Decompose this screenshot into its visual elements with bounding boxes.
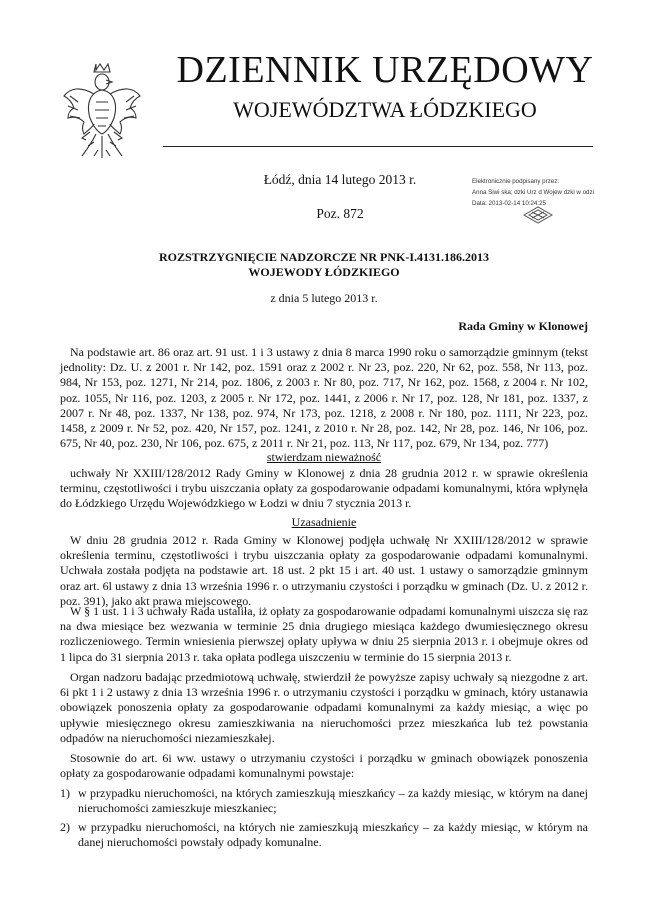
document-date: z dnia 5 lutego 2013 r. [270,291,378,305]
signature-line: Elektronicznie podpisany przez: [472,178,560,185]
legal-basis-paragraph: Na podstawie art. 86 oraz art. 91 ust. 1 i 3 ustawy z dnia 8 marca 1990 roku o samorządzie gminnym (tekst jednolity: Dz. U. z 2001 r. Nr 142, poz. 1591 oraz z 2002 r. Nr 23, poz. 220, Nr 62, poz. 558, Nr 113, poz. 984, Nr 153, poz. 1271, Nr 214, poz. 1806, z 2003 r. Nr 80, poz. 717, Nr 162, poz. 1568, z 2004 r. Nr 102, poz. 1055, Nr 116, poz. 1203, z 2005 r. Nr 172, poz. 1441, z 2006 r. Nr 17, poz. 128, Nr 181, poz. 1337, z 2007 r. Nr 48, poz. 1337, Nr 138, poz. 974, Nr 173, poz. 1218, z 2008 r. Nr 180, poz. 1111, Nr 223, poz. 1458, z 2009 r. Nr 52, poz. 420, Nr 157, poz. 1241, z 2010 r. Nr 28, poz. 142, Nr 28, poz. 146, Nr 106, poz. 675, Nr 40, poz. 230, Nr 106, poz. 675, z 2011 r. Nr 21, poz. 113, Nr 117, poz. 679, Nr 134, poz. 777) [60,345,588,451]
list-item-text: w przypadku nieruchomości, na których nie zamieszkują mieszkańcy – za każdy miesiąc, w którym na danej nieruchomości powstały odpady komunalne. [78,820,588,850]
justification-paragraph: W dniu 28 grudnia 2012 r. Rada Gminy w Klonowej podjęła uchwałę Nr XXIII/128/2012 w sprawie określenia terminu, częstotliwości i trybu uiszczania opłaty za gospodarowanie odpadami komunalnymi. Uchwała została podjęta na podstawie art. 18 ust. 2 pkt 15 i art. 40 ust. 1 ustawy o samorządzie gminnym oraz art. 6l ustawy z dnia 13 września 1996 r. o utrzymaniu czystości i porządku w gminach (Dz. U. z 2012 r. poz. 391), jako akt prawa miejscowego. [60,533,588,608]
heading-uzasadnienie: Uzasadnienie [291,515,357,529]
signature-line: Anna Siwi ska; dzki Urz d Wojew dzki w odzi [472,189,594,196]
document-title-line: WOJEWODY ŁÓDZKIEGO [248,265,400,279]
signature-mark-icon [520,205,556,225]
list-item [60,820,588,850]
journal-subtitle: WOJEWÓDZTWA ŁÓDZKIEGO [233,97,537,122]
signature-line: Data: 2013-02-14 10:24:25 [472,200,546,207]
justification-paragraph: W § 1 ust. 1 i 3 uchwały Rada ustaliła, iż opłaty za gospodarowanie odpadami komunalnymi uiszcza się raz na dwa miesiące bez wezwania w terminie 25 dnia drugiego miesiąca każdego dwumiesięcznego okresu rozliczeniowego. Termin wniesienia pierwszej opłaty upływa w dniu 25 sierpnia 2013 r. i obejmuje okres od 1 lipca do 31 sierpnia 2013 r. taka opłata podlega uiszczeniu w terminie do 15 sierpnia 2013 r. [60,604,588,664]
justification-paragraph: Organ nadzoru badając przedmiotową uchwałę, stwierdził że powyższe zapisy uchwały są niezgodne z art. 6i pkt 1 i 2 ustawy z dnia 13 września 1996 r. o utrzymaniu czystości i porządku w gminach, który ustanawia obowiązek ponoszenia opłaty za gospodarowanie odpadami komunalnymi za każdy miesiąc, a więc po upływie miesięcznego okresu zamieszkiwania na nieruchomości przez mieszkańca lub też powstania odpadów na nieruchomości niezamieszkałej. [60,670,588,745]
list-item-number: 2) [60,820,70,834]
eagle-emblem-icon [60,62,144,160]
list-item-text: w przypadku nieruchomości, na których zamieszkują mieszkańcy – za każdy miesiąc, w którym na danej nieruchomości zamieszkuje mieszkaniec; [78,786,588,816]
position-number: Poz. 872 [316,206,364,221]
list-item-number: 1) [60,786,70,800]
place-date: Łódź, dnia 14 lutego 2013 r. [263,172,417,187]
header-divider [163,146,593,147]
electronic-signature [472,176,642,209]
journal-title: DZIENNIK URZĘDOWY [176,49,594,91]
heading-stwierdzam: stwierdzam nieważność [266,450,382,464]
document-title-line: ROZSTRZYGNIĘCIE NADZORCZE NR PNK-I.4131.186.2013 [158,250,490,264]
addressee: Rada Gminy w Klonowej [458,319,588,333]
resolution-paragraph: uchwały Nr XXIII/128/2012 Rady Gminy w Klonowej z dnia 28 grudnia 2012 r. w sprawie określenia terminu, częstotliwości i trybu uiszczania opłaty za gospodarowanie odpadami komunalnymi, która wpłynęła do Łódzkiego Urzędu Wojewódzkiego w Łodzi w dniu 7 stycznia 2013 r. [60,466,588,511]
list-item [60,786,588,816]
justification-paragraph: Stosownie do art. 6i ww. ustawy o utrzymaniu czystości i porządku w gminach obowiązek ponoszenia opłaty za gospodarowanie odpadami komunalnymi powstaje: [60,751,588,781]
document-title [60,250,588,280]
